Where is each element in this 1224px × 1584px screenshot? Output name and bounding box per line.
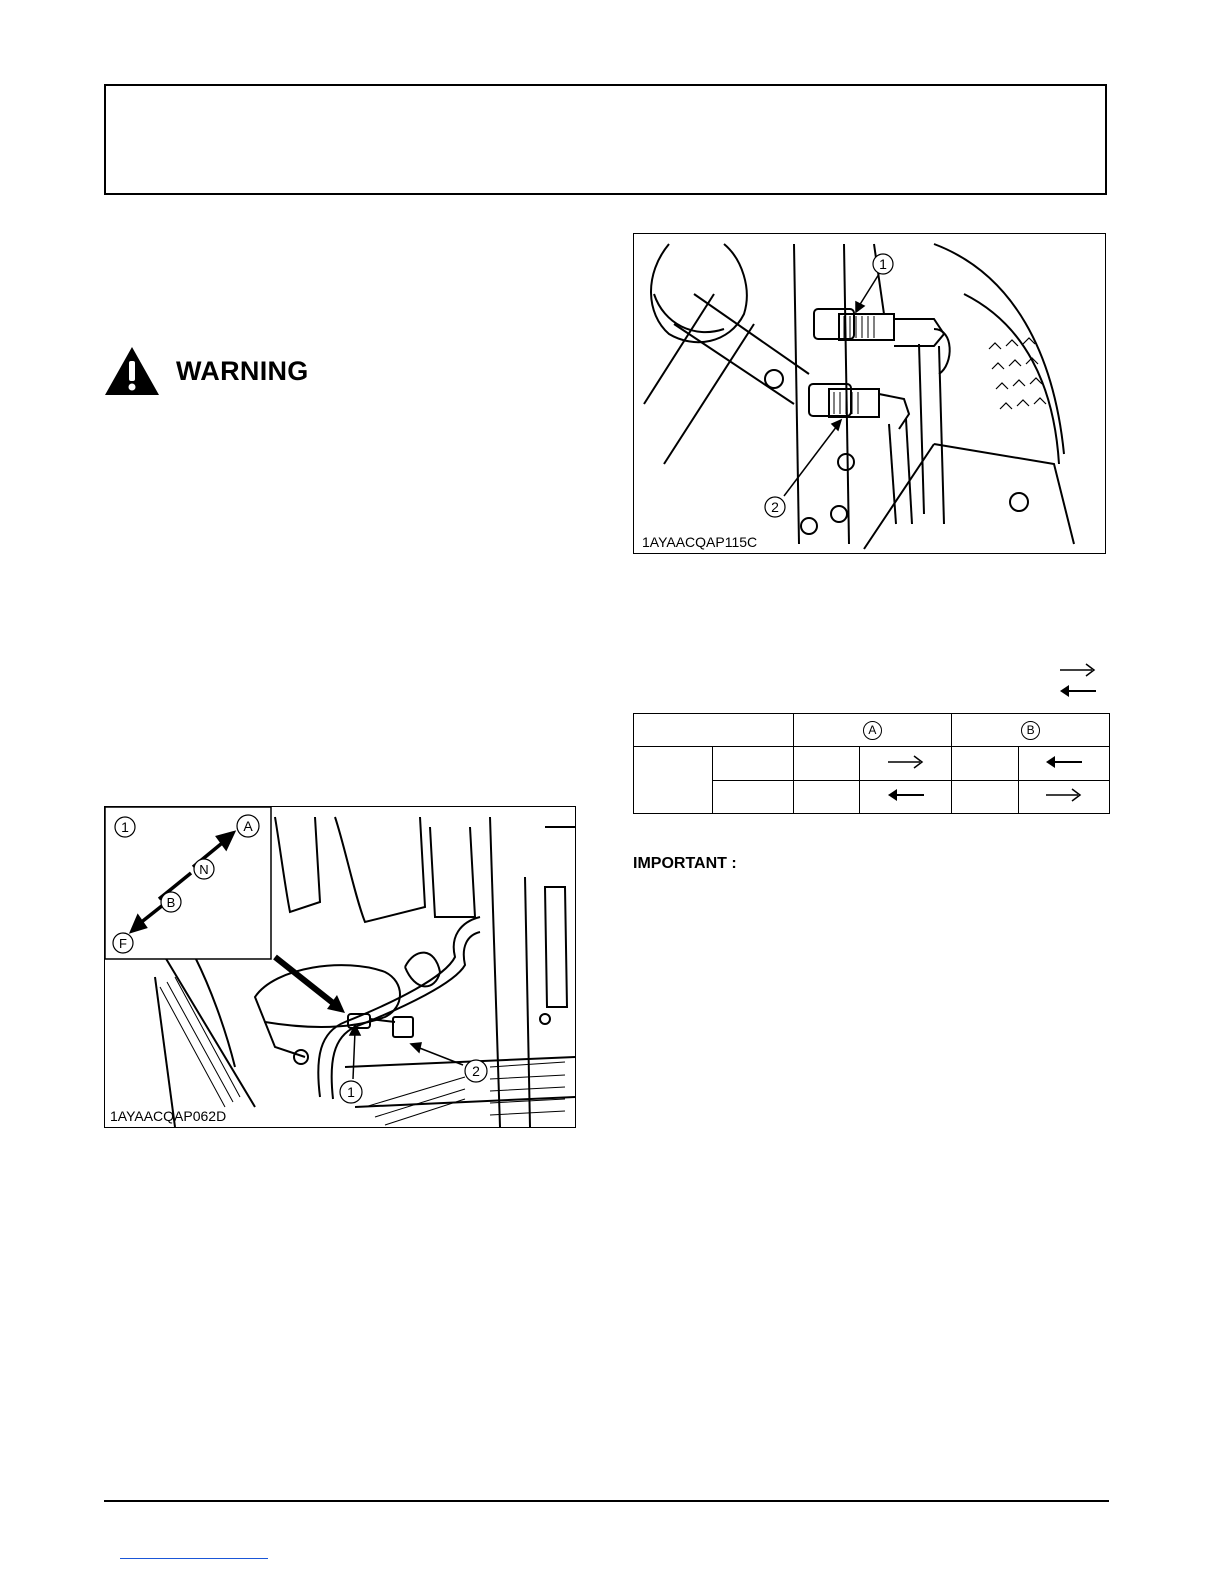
svg-text:1: 1 xyxy=(347,1084,355,1100)
inset-label-a xyxy=(237,815,259,837)
arrow-out-icon xyxy=(886,754,926,770)
circled-a-label: A xyxy=(863,721,882,740)
important-label: IMPORTANT : xyxy=(633,855,737,872)
warning-heading xyxy=(104,345,309,397)
inset-label-n xyxy=(194,859,214,879)
arrow-in-icon xyxy=(886,787,926,803)
table-cell xyxy=(712,780,793,814)
flow-legend xyxy=(1058,660,1098,700)
shift-callout-2 xyxy=(465,1060,487,1082)
shift-figure-code: 1AYAACQAP062D xyxy=(110,1108,227,1124)
table-header-blank xyxy=(634,714,794,747)
arrow-in-icon xyxy=(1044,754,1084,770)
table-row xyxy=(634,747,1110,781)
table-header-b xyxy=(952,714,1110,747)
coupler-illustration xyxy=(634,234,1105,553)
table-cell xyxy=(860,780,952,814)
inset-label-b xyxy=(161,892,181,912)
table-cell xyxy=(1019,747,1110,781)
table-cell xyxy=(952,780,1019,814)
arrow-out-icon xyxy=(1044,787,1084,803)
footer-rule xyxy=(104,1500,1109,1502)
coupler-figure xyxy=(633,233,1106,554)
coupler-figure-code: 1AYAACQAP115C xyxy=(642,534,758,550)
table-header-a xyxy=(793,714,952,747)
table-cell xyxy=(952,747,1019,781)
inset-callout-1 xyxy=(115,817,135,837)
table-cell xyxy=(860,747,952,781)
shift-lever-figure xyxy=(104,806,576,1128)
svg-text:N: N xyxy=(199,862,209,877)
shift-callout-1 xyxy=(340,1081,362,1103)
svg-text:F: F xyxy=(119,936,127,951)
coupler-callout-2 xyxy=(765,497,785,517)
table-cell xyxy=(1019,780,1110,814)
circled-b-label: B xyxy=(1021,721,1040,740)
legend-arrow-out-icon xyxy=(1060,664,1094,676)
svg-text:A: A xyxy=(243,818,253,834)
svg-text:2: 2 xyxy=(771,499,779,515)
legend-arrow-in-icon xyxy=(1060,685,1096,697)
coupler-callout-1 xyxy=(873,254,893,274)
svg-text:B: B xyxy=(166,895,176,910)
flow-direction-table xyxy=(633,713,1110,814)
svg-text:1: 1 xyxy=(121,819,129,835)
table-cell xyxy=(712,747,793,781)
table-cell xyxy=(634,747,713,814)
svg-text:2: 2 xyxy=(472,1063,480,1079)
shift-lever-illustration xyxy=(105,807,575,1127)
table-header-row xyxy=(634,714,1110,747)
header-box xyxy=(104,84,1107,195)
warning-label: WARNING xyxy=(176,355,309,386)
table-cell xyxy=(793,780,860,814)
inset-label-f xyxy=(113,933,133,953)
svg-text:1: 1 xyxy=(879,256,887,272)
footer-link-underline[interactable] xyxy=(120,1558,268,1559)
table-cell xyxy=(793,747,860,781)
warning-triangle-icon xyxy=(104,345,160,397)
